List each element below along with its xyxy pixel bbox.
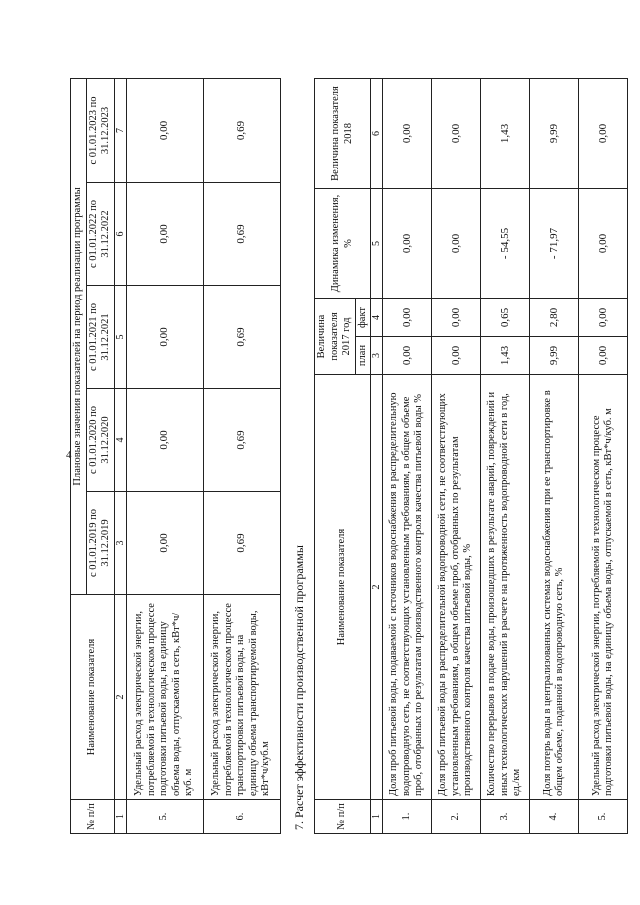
column-index: 6 — [371, 79, 383, 189]
row-plan: 0,00 — [579, 337, 628, 375]
table-row — [383, 79, 432, 834]
row-value-2018: 0,00 — [579, 79, 628, 189]
column-index: 5 — [371, 189, 383, 299]
table-row — [530, 79, 579, 834]
header-period: с 01.01.2019 по 31.12.2019 — [86, 492, 114, 595]
header-plan: план — [355, 337, 371, 375]
row-plan: 0,00 — [383, 337, 432, 375]
row-fact: 0,65 — [481, 299, 530, 337]
row-name: Удельный расход электрической энергии, потребляемой в технологическом процессе подготовки питьевой воды, на единицу объема воды, отпускаемой в сеть, кВт*ч/куб. м — [126, 595, 203, 800]
column-index: 4 — [114, 389, 126, 492]
row-value-2018: 0,00 — [383, 79, 432, 189]
header-plan-group: Плановые значения показателей на период реализации программы — [71, 78, 87, 594]
row-value: 0,69 — [203, 183, 280, 286]
column-index: 3 — [114, 492, 126, 595]
header-fact: факт — [355, 299, 371, 337]
row-num: 5. — [579, 800, 628, 834]
column-index: 2 — [114, 595, 126, 800]
row-value: 0,69 — [203, 286, 280, 389]
column-index: 4 — [371, 299, 383, 337]
row-dynamics: - 71,97 — [530, 189, 579, 299]
row-name: Количество перерывов в подаче воды, произошедших в результате аварий, повреждений и иных технологических нарушений в расчете на протяженность водопроводной сети в год, ед./км — [481, 375, 530, 800]
row-value: 0,00 — [126, 286, 203, 389]
header-num: № п/п — [315, 800, 371, 834]
row-num: 6. — [203, 800, 280, 834]
section-title: 7. Расчет эффективности производственной программы — [292, 545, 306, 830]
header-value-2018: Величина показателя 2018 — [315, 79, 371, 189]
header-num: № п/п — [71, 800, 115, 834]
row-dynamics: 0,00 — [383, 189, 432, 299]
header-dynamics: Динамика изменения, % — [315, 189, 371, 299]
row-value: 0,00 — [126, 78, 203, 182]
row-fact: 2,80 — [530, 299, 579, 337]
page-number: 4 — [66, 449, 72, 461]
header-period: с 01.01.2021 по 31.12.2021 — [86, 286, 114, 389]
header-period: с 01.01.2022 по 31.12.2022 — [86, 183, 114, 286]
row-dynamics: 0,00 — [432, 189, 481, 299]
row-value: 0,00 — [126, 183, 203, 286]
column-index: 3 — [371, 337, 383, 375]
row-plan: 0,00 — [432, 337, 481, 375]
efficiency-table — [314, 78, 628, 834]
column-index: 5 — [114, 286, 126, 389]
row-name: Доля проб питьевой воды, подаваемой с источников водоснабжения в распределительную водопроводную сеть, не соответствующих установленным требованиям, в общем объеме проб, отобранных по результатам производственного контроля качества питьевой воды % — [383, 375, 432, 800]
table-row — [203, 78, 280, 833]
row-num: 3. — [481, 800, 530, 834]
column-index: 6 — [114, 183, 126, 286]
row-dynamics: 0,00 — [579, 189, 628, 299]
row-name: Удельный расход электрической энергии, потребляемой в технологическом процессе транспортировки питьевой воды, на единицу объема транспортируемой воды, кВт*ч/куб.м — [203, 595, 280, 800]
row-value: 0,69 — [203, 492, 280, 595]
row-name: Доля проб питьевой воды в распределительной водопроводной сети, не соответствующих установленным требованиям, в общем объеме проб, отобранных по результатам производственного контроля качества питьевой воды, % — [432, 375, 481, 800]
row-dynamics: - 54,55 — [481, 189, 530, 299]
row-plan: 9,99 — [530, 337, 579, 375]
row-name: Удельный расход электрической энергии, потребляемой в технологическом процессе подготовки питьевой воды, на единицу объема воды, отпускаемой в сеть, кВт*ч/куб. м — [579, 375, 628, 800]
row-value-2018: 0,00 — [432, 79, 481, 189]
table-row — [481, 79, 530, 834]
row-value-2018: 9,99 — [530, 79, 579, 189]
row-num: 2. — [432, 800, 481, 834]
row-fact: 0,00 — [432, 299, 481, 337]
table-row — [579, 79, 628, 834]
table-row — [126, 78, 203, 833]
header-value-2017: Величина показателя 2017 год — [315, 299, 356, 375]
column-index: 1 — [371, 800, 383, 834]
row-value-2018: 1,43 — [481, 79, 530, 189]
table-row — [432, 79, 481, 834]
row-num: 5. — [126, 800, 203, 834]
header-name: Наименование показателя — [71, 595, 115, 800]
row-num: 4. — [530, 800, 579, 834]
rotated-page-content — [60, 62, 614, 842]
planned-indicators-table — [70, 78, 281, 834]
header-name: Наименование показателя — [315, 375, 371, 800]
row-name: Доля потерь воды в централизованных системах водоснабжения при ее транспортировке в общем объеме, поданной в водопроводную сеть, % — [530, 375, 579, 800]
header-period: с 01.01.2020 по 31.12.2020 — [86, 389, 114, 492]
row-value: 0,00 — [126, 492, 203, 595]
row-plan: 1,43 — [481, 337, 530, 375]
header-period: с 01.01.2023 по 31.12.2023 — [86, 78, 114, 182]
row-fact: 0,00 — [579, 299, 628, 337]
column-index: 1 — [114, 800, 126, 834]
row-value: 0,69 — [203, 389, 280, 492]
row-value: 0,69 — [203, 78, 280, 182]
row-num: 1. — [383, 800, 432, 834]
row-fact: 0,00 — [383, 299, 432, 337]
column-index: 2 — [371, 375, 383, 800]
row-value: 0,00 — [126, 389, 203, 492]
column-index: 7 — [114, 78, 126, 182]
